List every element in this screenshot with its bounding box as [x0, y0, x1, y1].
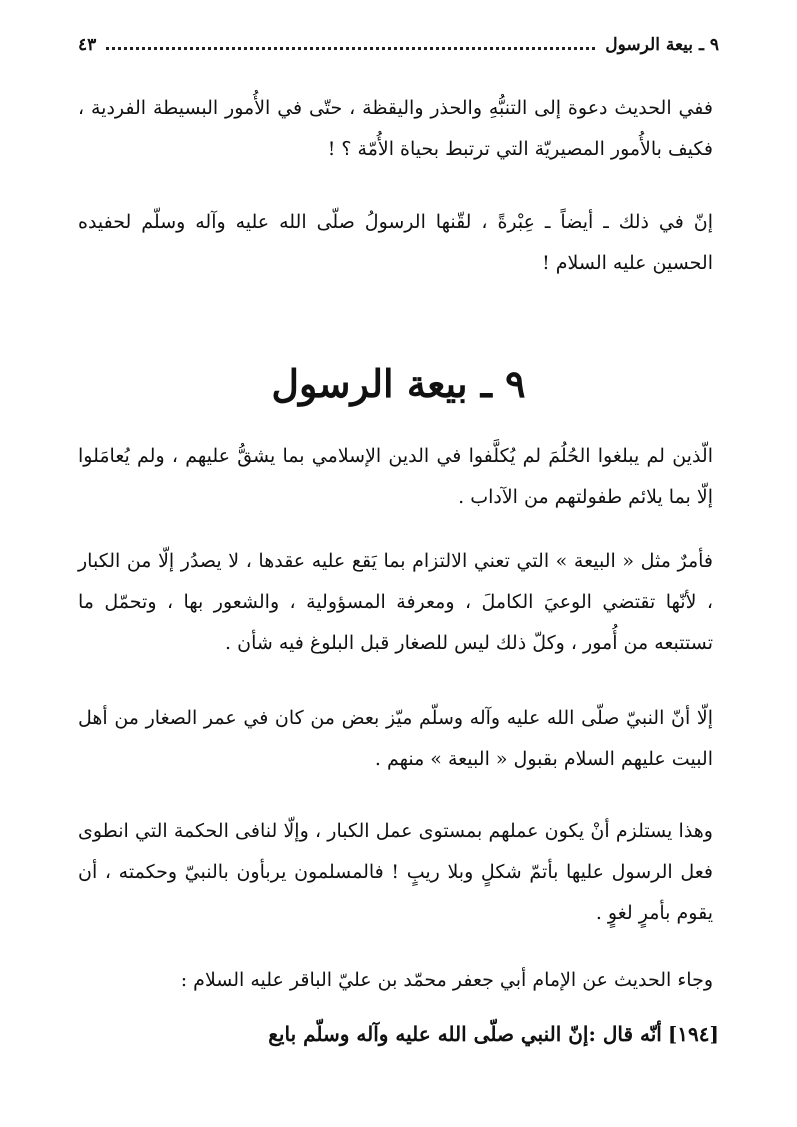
hadith-number: [١٩٤] [667, 1022, 719, 1046]
paragraph: وهذا يستلزم أنْ يكون عملهم بمستوى عمل الكبار ، وإلّا لنافى الحكمة التي انطوى فعل الرسول عليها بأتمّ شكلٍ وبلا ريبٍ ! فالمسلمون يربأون بالنبيّ وحكمته ، أن يقوم بأمرٍ لغوٍ . [78, 820, 713, 924]
chapter-title: ٩ ـ بيعة الرسول [271, 361, 526, 406]
paragraph: إنّ في ذلك ـ أيضاً ـ عِبْرةً ، لقّنها الرسولُ صلّى الله عليه وآله وسلّم لحفيده الحسين عليه السلام ! [78, 211, 713, 274]
header-title: ٩ ـ بيعة الرسول [605, 35, 719, 55]
running-header [78, 30, 719, 60]
paragraph: إلّا أنّ النبيّ صلّى الله عليه وآله وسلّم ميّز بعض من كان في عمر الصغار من أهل البيت عليهم السلام بقبول « البيعة » منهم . [78, 707, 713, 770]
header-dot-leader [106, 47, 595, 50]
hadith-line [78, 1014, 719, 1054]
page-number: ٤٣ [78, 35, 97, 55]
paragraph: ففي الحديث دعوة إلى التنبُّهِ والحذر واليقظة ، حتّى في الأُمور البسيطة الفردية ، فكيف بالأُمور المصيريّة التي ترتبط بحياة الأُمّة ؟ ! [78, 97, 713, 160]
paragraph: الّذين لم يبلغوا الحُلُمَ لم يُكلَّفوا في الدين الإسلامي بما يشقُّ عليهم ، ولم يُعامَلوا إلّا بما يلائم طفولتهم من الآداب . [78, 445, 713, 508]
hadith-text: أنّه قال :إنّ النبي صلّى الله عليه وآله وسلّم بايع [268, 1022, 662, 1046]
paragraph: فأمرٌ مثل « البيعة » التي تعني الالتزام بما يَقع عليه عقدها ، لا يصدُر إلّا من الكبار ، لأنّها تقتضي الوعيَ الكاملَ ، ومعرفة المسؤولية ، والشعور بها ، وتحمّل ما تستتبعه من أُمور ، وكلّ ذلك ليس للصغار قبل البلوغ فيه شأن . [78, 550, 713, 654]
paragraph: وجاء الحديث عن الإمام أبي جعفر محمّد بن عليّ الباقر عليه السلام : [180, 969, 713, 991]
